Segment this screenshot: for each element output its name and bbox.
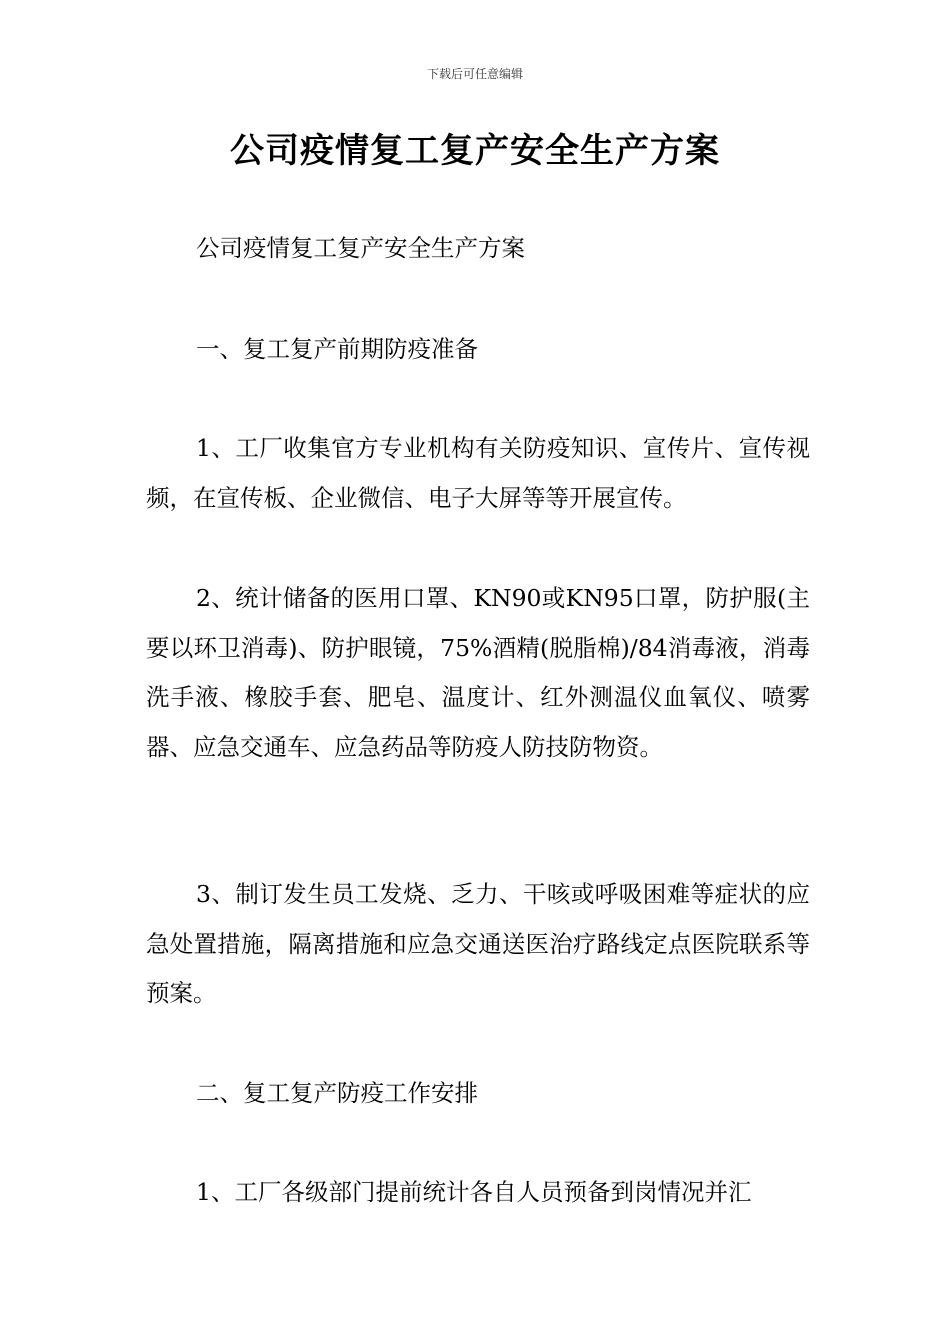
section-heading-1: 一、复工复产前期防疫准备 <box>196 335 478 363</box>
section-heading-2: 二、复工复产防疫工作安排 <box>196 1079 478 1107</box>
document-title: 公司疫情复工复产安全生产方案 <box>230 131 720 171</box>
paragraph-subtitle: 公司疫情复工复产安全生产方案 <box>196 234 525 262</box>
header-note: 下载后可任意编辑 <box>426 67 523 81</box>
paragraph-1-3: 3、制订发生员工发烧、乏力、干咳或呼吸困难等症状的应急处置措施，隔离措施和应急交通送医治疗路线定点医院联系等预案。 <box>146 880 810 1007</box>
paragraph-1-2: 2、统计储备的医用口罩、KN90或KN95口罩，防护服(主要以环卫消毒)、防护眼镜，75%酒精(脱脂棉)/84消毒液，消毒洗手液、橡胶手套、肥皂、温度计、红外测温仪血氧仪、喷雾器、应急交通车、应急药品等防疫人防技防物资。 <box>146 584 810 761</box>
paragraph-1-1: 1、工厂收集官方专业机构有关防疫知识、宣传片、宣传视频，在宣传板、企业微信、电子大屏等等开展宣传。 <box>146 434 810 512</box>
paragraph-2-1: 1、工厂各级部门提前统计各自人员预备到岗情况并汇 <box>196 1178 752 1206</box>
